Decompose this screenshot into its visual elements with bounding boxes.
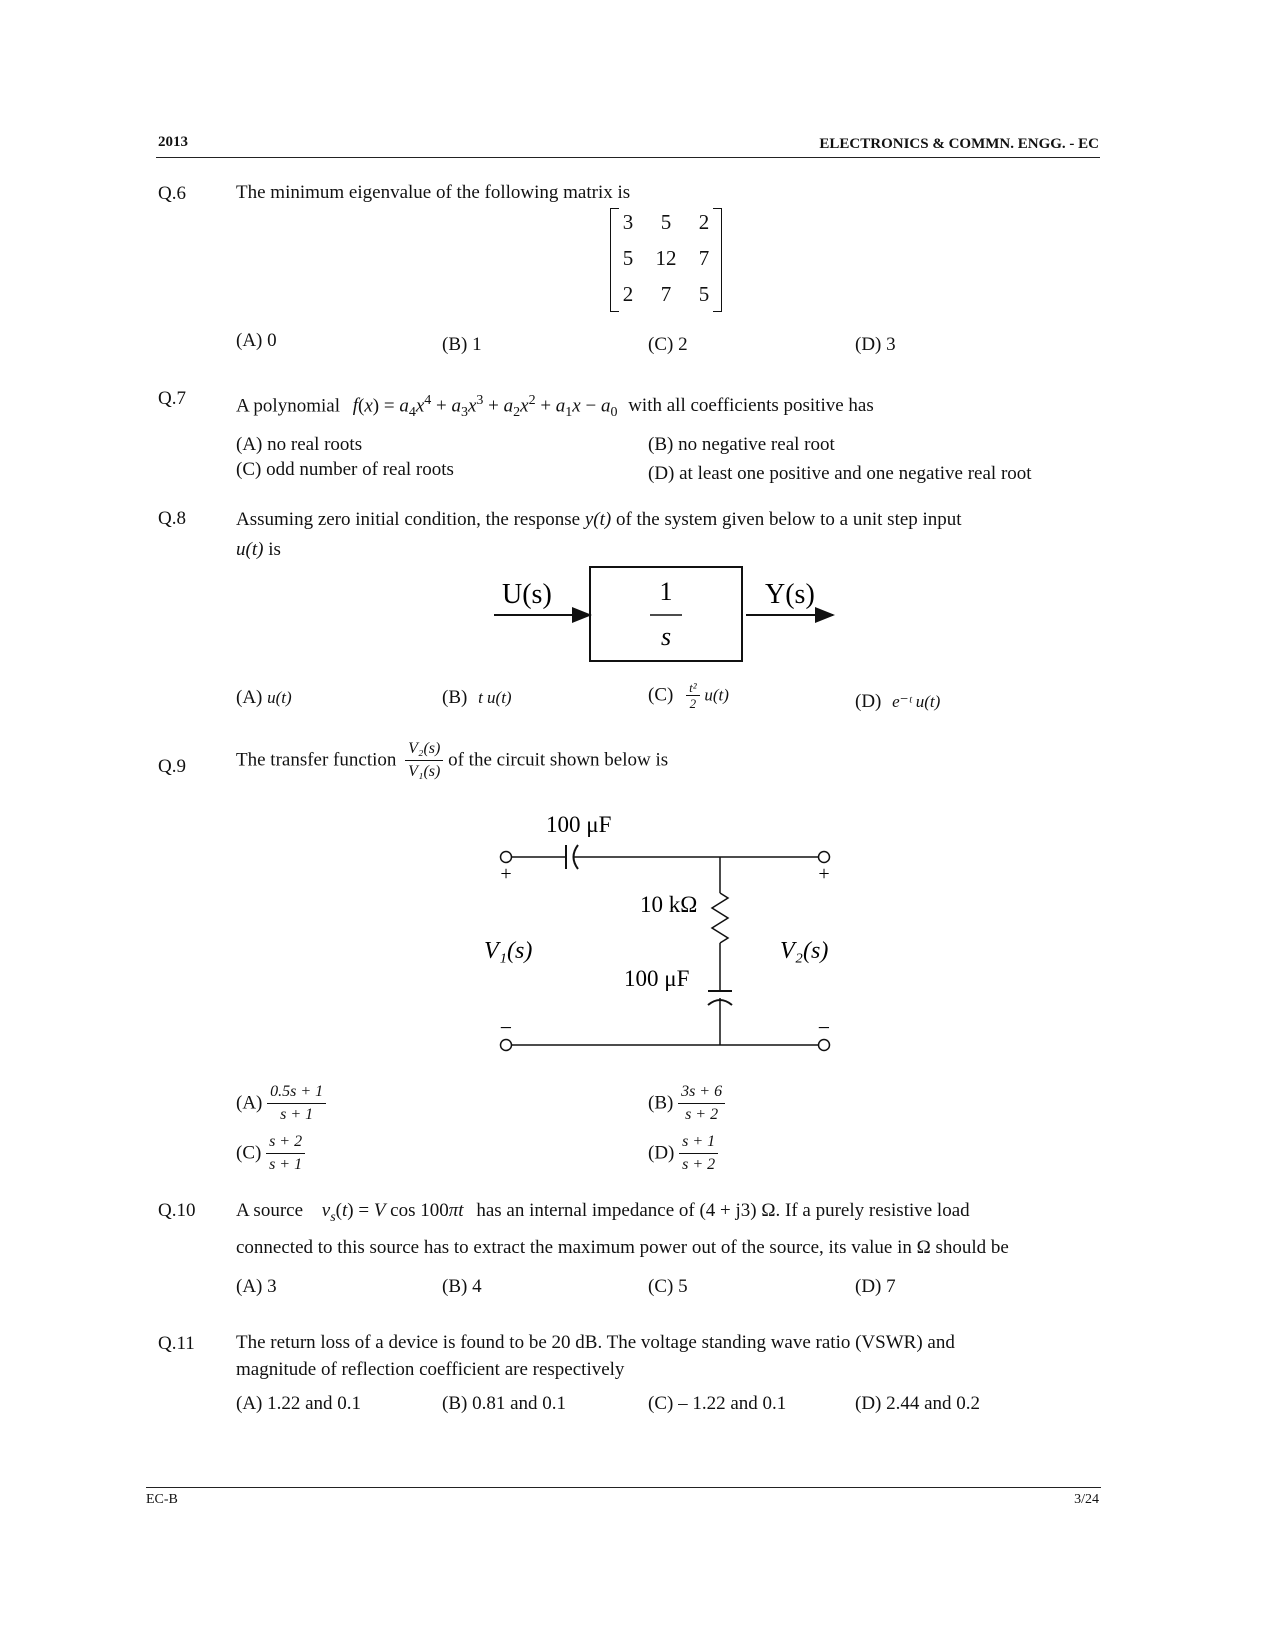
q9-transfer-function [405, 738, 443, 783]
q9-option-label: (D) [648, 1142, 675, 1164]
q10-option-c[interactable]: (C) 5 [648, 1276, 688, 1297]
fraction-numerator: 0.5s + 1 [267, 1081, 326, 1104]
v1-label: V₁(s) [484, 938, 533, 964]
q9-number: Q.9 [158, 756, 186, 777]
q9-option-label: (C) [236, 1142, 262, 1164]
q9-option-c[interactable] [236, 1131, 305, 1176]
q8-option-b[interactable] [442, 687, 512, 709]
q8-option-label: (A) [236, 687, 263, 708]
q11-option-b[interactable]: (B) 0.81 and 0.1 [442, 1393, 567, 1414]
v1-plus: + [500, 863, 512, 885]
q8-option-fraction [686, 680, 700, 711]
q9-option-b[interactable] [648, 1081, 725, 1126]
q8-option-label: (B) [442, 687, 468, 708]
fraction-numerator: t² [686, 680, 700, 696]
matrix-cell: 2 [698, 210, 710, 234]
output-label: Y(s) [765, 579, 815, 610]
q7-polynomial: f [352, 395, 359, 417]
q9-circuit [470, 805, 850, 1065]
matrix-cell: 12 [655, 246, 677, 270]
resistor-label: 10 kΩ [640, 892, 698, 917]
q9-option-label: (B) [648, 1092, 674, 1114]
q8-option-a[interactable] [236, 687, 292, 709]
q10-text-part: connected to this source has to extract the maximum power out of the source, its value in Ω should be [236, 1236, 1009, 1258]
q8-text [236, 505, 1102, 565]
q6-option-b[interactable]: (B) 1 [442, 334, 482, 355]
q7-suffix: with all coefficients positive has [628, 395, 874, 417]
fraction-denominator: s + 2 [682, 1156, 716, 1173]
q8-block-diagram [490, 560, 840, 670]
q8-ut: u(t) [236, 539, 264, 560]
q8-text-part: is [268, 539, 281, 560]
q6-number: Q.6 [158, 183, 186, 204]
v1-minus: − [499, 1015, 513, 1040]
matrix-cell: 5 [622, 246, 634, 270]
q9-text [236, 738, 1102, 783]
q7-option-b[interactable]: (B) no negative real root [648, 434, 835, 455]
q8-option-c[interactable] [648, 680, 729, 711]
fraction-numerator: 3s + 6 [678, 1081, 725, 1104]
q9-option-fraction [266, 1131, 305, 1176]
q10-option-a[interactable]: (A) 3 [236, 1276, 277, 1297]
q7-text: A polynomial $f(x) = a_4x^4 + a_3x^3 + a_2x^2 + a_1x - a_0$ with all coefficients positive has [236, 393, 874, 421]
footer-rule [146, 1487, 1101, 1488]
q11-option-a[interactable]: (A) 1.22 and 0.1 [236, 1393, 362, 1414]
footer-page-number: 3/24 [1074, 1492, 1099, 1507]
q8-text-part: Assuming zero initial condition, the response [236, 509, 581, 530]
fraction-numerator: V₂(s) [405, 738, 443, 761]
matrix-cell: 7 [698, 246, 710, 270]
q9-option-a[interactable] [236, 1081, 326, 1126]
exam-year: 2013 [158, 134, 188, 150]
q8-option-label: (D) [855, 691, 882, 712]
q8-option-label: (C) [648, 684, 674, 706]
q8-option-expr: u(t) [267, 688, 292, 707]
q9-option-label: (A) [236, 1092, 263, 1114]
terminal-out-bottom [819, 1040, 830, 1051]
q10-text-part: has an internal impedance of (4 + j3) Ω. If a purely resistive load [476, 1200, 970, 1221]
q11-text-part: magnitude of reflection coefficient are respectively [236, 1359, 625, 1380]
resistor-zigzag [712, 893, 728, 943]
exam-subject: ELECTRONICS & COMMN. ENGG. - EC [819, 136, 1099, 152]
fraction-numerator: s + 1 [679, 1131, 718, 1154]
input-label: U(s) [502, 579, 552, 610]
matrix-cell: 3 [622, 210, 634, 234]
q8-number: Q.8 [158, 508, 186, 529]
q7-option-a[interactable]: (A) no real roots [236, 434, 363, 455]
q10-text-part: A source [236, 1200, 304, 1221]
terminal-in-bottom [501, 1040, 512, 1051]
q7-option-c[interactable]: (C) odd number of real roots [236, 459, 454, 480]
c2-label: 100 μF [624, 966, 690, 991]
q8-option-d[interactable] [855, 691, 940, 713]
fraction-denominator: V₁(s) [408, 763, 441, 780]
q9-prefix: The transfer function [236, 749, 397, 771]
q7-option-d[interactable]: (D) at least one positive and one negative real root [648, 463, 1032, 484]
q9-option-fraction [679, 1131, 718, 1176]
footer-code: EC-B [146, 1492, 178, 1507]
q10-option-b[interactable]: (B) 4 [442, 1276, 482, 1297]
fraction-denominator: 2 [689, 696, 697, 711]
q10-source-expression: $v_s(t) = V$ cos 100πt [321, 1200, 464, 1225]
matrix-cell: 5 [660, 210, 672, 234]
c1-label: 100 μF [546, 812, 612, 837]
block-numerator: 1 [659, 577, 673, 606]
terminal-out-top [819, 852, 830, 863]
q11-text [236, 1329, 1102, 1383]
q11-text-part: The return loss of a device is found to be 20 dB. The voltage standing wave ratio (VSWR) and [236, 1332, 955, 1353]
q8-yt: y(t) [584, 509, 612, 530]
q6-text: The minimum eigenvalue of the following matrix is [236, 182, 631, 203]
q9-suffix: of the circuit shown below is [448, 749, 669, 771]
q6-option-a[interactable]: (A) 0 [236, 330, 277, 351]
matrix-cell: 5 [698, 282, 710, 306]
q6-option-d[interactable]: (D) 3 [855, 334, 896, 355]
fraction-denominator: s + 2 [685, 1106, 719, 1123]
v2-plus: + [818, 863, 830, 885]
terminal-in-top [501, 852, 512, 863]
fraction-numerator: s + 2 [266, 1131, 305, 1154]
q6-option-c[interactable]: (C) 2 [648, 334, 688, 355]
matrix-cell: 7 [660, 282, 672, 306]
block-denominator: s [660, 622, 672, 651]
q10-number: Q.10 [158, 1200, 196, 1221]
fraction-denominator: s + 1 [269, 1156, 303, 1173]
q8-option-expr: e⁻ᵗ u(t) [892, 692, 941, 711]
q9-option-d[interactable] [648, 1131, 718, 1176]
fraction-denominator: s + 1 [280, 1106, 314, 1123]
q6-matrix [610, 208, 722, 312]
q11-option-c[interactable]: (C) – 1.22 and 0.1 [648, 1393, 787, 1414]
q10-option-d[interactable]: (D) 7 [855, 1276, 896, 1297]
q11-option-d[interactable]: (D) 2.44 and 0.2 [855, 1393, 981, 1414]
q8-option-expr: t u(t) [478, 688, 512, 707]
header-rule [156, 157, 1100, 158]
q11-number: Q.11 [158, 1333, 195, 1354]
v2-label: V₂(s) [780, 938, 829, 964]
q9-option-fraction [267, 1081, 326, 1126]
q8-text-part: of the system given below to a unit step input [615, 509, 962, 530]
matrix-cell: 2 [622, 282, 634, 306]
q7-prefix: A polynomial [236, 395, 340, 417]
q8-option-expr: u(t) [704, 685, 729, 705]
q10-text [236, 1196, 1102, 1263]
q9-option-fraction [678, 1081, 725, 1126]
q7-number: Q.7 [158, 388, 186, 409]
v2-minus: − [817, 1015, 831, 1040]
